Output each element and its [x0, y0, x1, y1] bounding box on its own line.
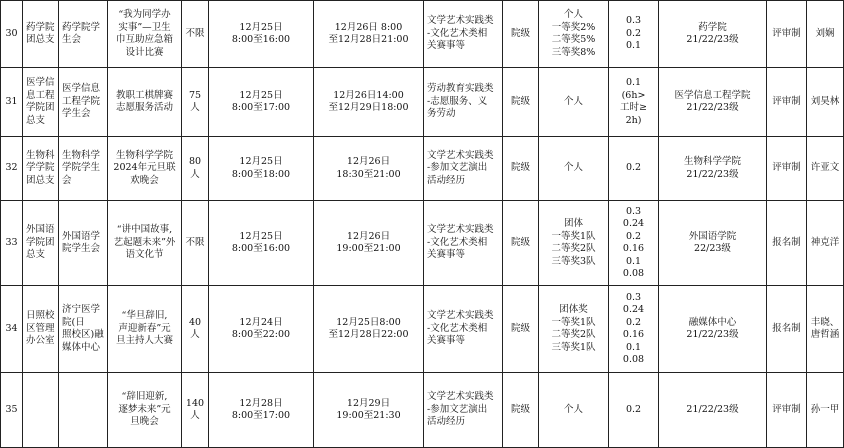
limit-cell: 不限: [182, 201, 209, 286]
table-row: [1, 201, 844, 286]
signup-time-cell: 12月24日 8:00至22:00: [209, 286, 314, 373]
level-cell: 院级: [503, 286, 539, 373]
signup-time-cell: 12月25日 8:00至16:00: [209, 201, 314, 286]
score-cell: 0.3 0.24 0.2 0.16 0.1 0.08: [609, 201, 659, 286]
score-cell: 0.3 0.24 0.2 0.16 0.1 0.08: [609, 286, 659, 373]
category-cell: 文学艺术实践类 -参加文艺演出 活动经历: [424, 137, 503, 201]
activity-time-cell: 12月26日14:00 至12月29日18:00: [314, 68, 424, 137]
limit-cell: 不限: [182, 1, 209, 68]
signup-time-cell: 12月25日 8:00至17:00: [209, 68, 314, 137]
table-row: [1, 373, 844, 448]
limit-cell: 80人: [182, 137, 209, 201]
limit-cell: 140 人: [182, 373, 209, 448]
award-cell: 个人: [539, 68, 609, 137]
category-cell: 文学艺术实践类 -文化艺术类相 关赛事等: [424, 286, 503, 373]
score-cell: 0.2: [609, 373, 659, 448]
contact-cell: 刘昊林: [807, 68, 844, 137]
limit-cell: 40人: [182, 286, 209, 373]
method-cell: 评审制: [767, 373, 807, 448]
activity-name-cell: 生物科学学院 2024年元旦联 欢晚会: [108, 137, 182, 201]
method-cell: 报名制: [767, 201, 807, 286]
target-cell: 21/22/23级: [659, 373, 767, 448]
contact-cell: 孙一甲: [807, 373, 844, 448]
award-cell: 团体 一等奖1队 二等奖2队 三等奖3队: [539, 201, 609, 286]
target-cell: 生物科学学院 21/22/23级: [659, 137, 767, 201]
level-cell: 院级: [503, 68, 539, 137]
level-cell: 院级: [503, 1, 539, 68]
host-cell: [59, 373, 108, 448]
signup-time-cell: 12月28日 8:00至17:00: [209, 373, 314, 448]
contact-cell: 许亚文: [807, 137, 844, 201]
contact-cell: 神克洋: [807, 201, 844, 286]
activity-name-cell: “讲中国故事, 艺起题未来”外 语文化节: [108, 201, 182, 286]
activity-time-cell: 12月26日 18:30至21:00: [314, 137, 424, 201]
row-number: 30: [1, 1, 23, 68]
row-number: 35: [1, 373, 23, 448]
activity-time-cell: 12月25日8:00 至12月28日22:00: [314, 286, 424, 373]
signup-time-cell: 12月25日 8:00至16:00: [209, 1, 314, 68]
target-cell: 医学信息工程学院 21/22/23级: [659, 68, 767, 137]
activity-name-cell: “辞旧迎新, 逐梦未来”元 旦晚会: [108, 373, 182, 448]
target-cell: 外国语学院 22/23级: [659, 201, 767, 286]
organizer-cell: 生物科 学学院 团总支: [23, 137, 59, 201]
level-cell: 院级: [503, 373, 539, 448]
award-cell: 个人 一等奖2% 二等奖5% 三等奖8%: [539, 1, 609, 68]
score-cell: 0.2: [609, 137, 659, 201]
contact-cell: 丰晓、 唐哲涵: [807, 286, 844, 373]
table-row: [1, 1, 844, 68]
signup-time-cell: 12月25日 8:00至18:00: [209, 137, 314, 201]
award-cell: 个人: [539, 137, 609, 201]
table-row: [1, 137, 844, 201]
award-cell: 个人: [539, 373, 609, 448]
row-number: 34: [1, 286, 23, 373]
activity-time-cell: 12月26日 8:00 至12月28日21:00: [314, 1, 424, 68]
host-cell: 生物科学 学院学生 会: [59, 137, 108, 201]
activity-time-cell: 12月26日 19:00至21:00: [314, 201, 424, 286]
target-cell: 融媒体中心 21/22/23级: [659, 286, 767, 373]
host-cell: 济宁医学 院(日 照校区)融 媒体中心: [59, 286, 108, 373]
activity-time-cell: 12月29日 19:00至21:30: [314, 373, 424, 448]
row-number: 32: [1, 137, 23, 201]
level-cell: 院级: [503, 137, 539, 201]
target-cell: 药学院 21/22/23级: [659, 1, 767, 68]
row-number: 33: [1, 201, 23, 286]
table-row: [1, 286, 844, 373]
category-cell: 文学艺术实践类 -文化艺术类相 关赛事等: [424, 1, 503, 68]
organizer-cell: 药学院 团总支: [23, 1, 59, 68]
host-cell: 药学院学 生会: [59, 1, 108, 68]
host-cell: 外国语学 院学生会: [59, 201, 108, 286]
category-cell: 劳动教育实践类 -志愿服务、义 务劳动: [424, 68, 503, 137]
method-cell: 评审制: [767, 137, 807, 201]
activity-name-cell: “华旦辞旧, 声迎新春”元 旦主持人大赛: [108, 286, 182, 373]
category-cell: 文学艺术实践类 -文化艺术类相 关赛事等: [424, 201, 503, 286]
organizer-cell: 医学信 息工程 学院团 总支: [23, 68, 59, 137]
method-cell: 评审制: [767, 68, 807, 137]
row-number: 31: [1, 68, 23, 137]
host-cell: 医学信息 工程学院 学生会: [59, 68, 108, 137]
table-row: [1, 68, 844, 137]
limit-cell: 75人: [182, 68, 209, 137]
activity-name-cell: 教职工棋牌赛 志愿服务活动: [108, 68, 182, 137]
level-cell: 院级: [503, 201, 539, 286]
score-cell: 0.3 0.2 0.1: [609, 1, 659, 68]
activity-name-cell: “我为同学办 实事”—卫生 巾互助应急箱 设计比赛: [108, 1, 182, 68]
award-cell: 团体奖 一等奖1队 二等奖2队 三等奖1队: [539, 286, 609, 373]
organizer-cell: 外国语 学院团 总支: [23, 201, 59, 286]
organizer-cell: [23, 373, 59, 448]
category-cell: 文学艺术实践类 -参加文艺演出 活动经历: [424, 373, 503, 448]
organizer-cell: 日照校 区管理 办公室: [23, 286, 59, 373]
method-cell: 报名制: [767, 286, 807, 373]
contact-cell: 刘娴: [807, 1, 844, 68]
method-cell: 评审制: [767, 1, 807, 68]
score-cell: 0.1 (6h> 工时≥ 2h): [609, 68, 659, 137]
